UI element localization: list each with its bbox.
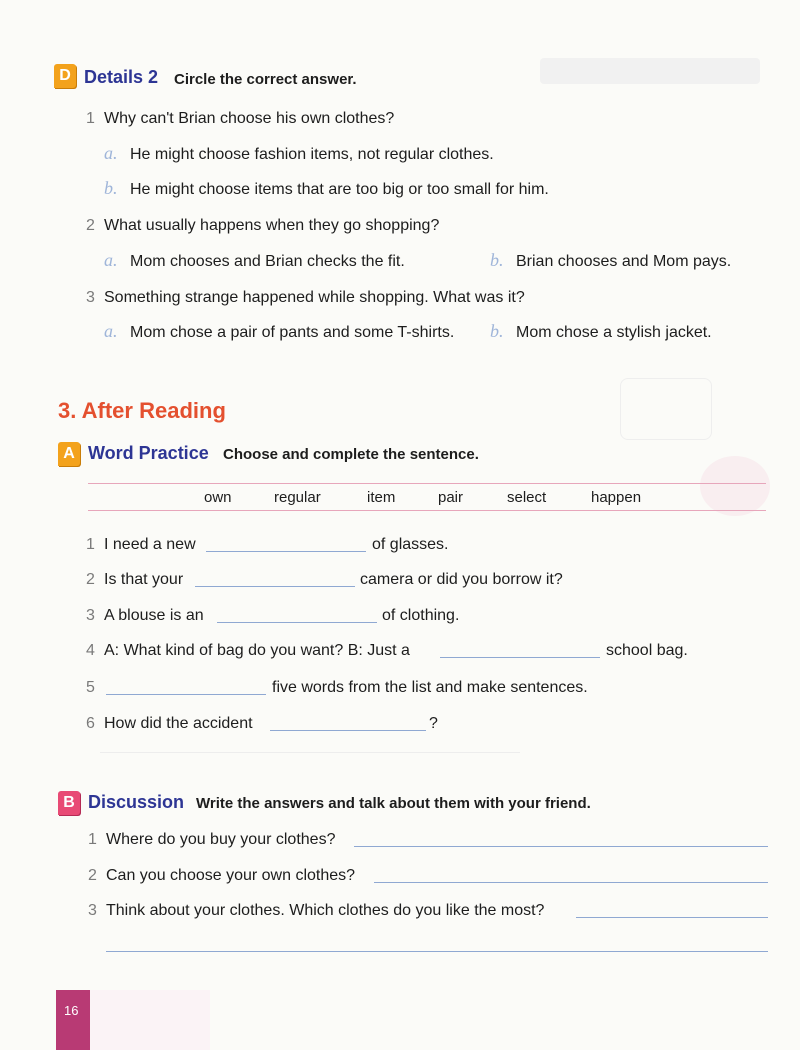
word-practice-title: Word Practice — [88, 443, 209, 463]
blank-field[interactable] — [270, 730, 426, 731]
question-text: What usually happens when they go shopping? — [104, 217, 440, 234]
bleed-through-shape — [620, 378, 712, 440]
discussion-instruction: Write the answers and talk about them with your friend. — [196, 795, 591, 812]
option-text[interactable]: Mom chooses and Brian checks the fit. — [130, 253, 405, 270]
sentence-text: school bag. — [606, 642, 688, 659]
blank-field[interactable] — [106, 694, 266, 695]
option-letter: b. — [104, 178, 118, 198]
sentence-text: of clothing. — [382, 607, 460, 624]
bleed-through-shape — [540, 58, 760, 84]
option-text[interactable]: He might choose fashion items, not regular clothes. — [130, 146, 494, 163]
option-letter: a. — [104, 321, 118, 341]
section-badge-d: D — [54, 64, 76, 88]
answer-line[interactable] — [374, 882, 768, 883]
question-text: Think about your clothes. Which clothes do you like the most? — [106, 902, 545, 919]
question-number: 1 — [86, 110, 95, 127]
option-letter: b. — [490, 321, 504, 341]
answer-line[interactable] — [106, 951, 768, 952]
page-number: 16 — [64, 1003, 79, 1018]
footer-tint — [90, 990, 210, 1050]
section-badge-b: B — [58, 791, 80, 815]
word-bank-item: own — [204, 489, 232, 506]
sentence-text: I need a new — [104, 536, 196, 553]
sentence-text: A blouse is an — [104, 607, 204, 624]
sentence-number: 2 — [86, 571, 95, 588]
option-letter: a. — [104, 250, 118, 270]
question-text: Something strange happened while shopping. What was it? — [104, 289, 525, 306]
sentence-number: 3 — [86, 607, 95, 624]
sentence-text: camera or did you borrow it? — [360, 571, 563, 588]
sentence-number: 5 — [86, 679, 95, 696]
page-number-bar — [56, 990, 90, 1050]
question-number: 1 — [88, 831, 97, 848]
word-bank-item: item — [367, 489, 396, 506]
blank-field[interactable] — [195, 586, 355, 587]
sentence-number: 6 — [86, 715, 95, 732]
answer-line[interactable] — [354, 846, 768, 847]
sentence-number: 4 — [86, 642, 95, 659]
question-number: 2 — [86, 217, 95, 234]
sentence-number: 1 — [86, 536, 95, 553]
word-bank-item: select — [507, 489, 547, 506]
blank-field[interactable] — [440, 657, 600, 658]
blank-field[interactable] — [217, 622, 377, 623]
question-number: 3 — [86, 289, 95, 306]
answer-line[interactable] — [576, 917, 768, 918]
section-badge-a: A — [58, 442, 80, 466]
bleed-through-shape — [100, 752, 520, 753]
word-practice-instruction: Choose and complete the sentence. — [223, 446, 479, 463]
word-bank-item: pair — [438, 489, 464, 506]
question-text: Where do you buy your clothes? — [106, 831, 336, 848]
word-bank — [88, 483, 766, 511]
blank-field[interactable] — [206, 551, 366, 552]
details2-title: Details 2 — [84, 67, 159, 87]
discussion-title: Discussion — [88, 792, 185, 812]
option-text[interactable]: Brian chooses and Mom pays. — [516, 253, 732, 270]
question-text: Can you choose your own clothes? — [106, 867, 356, 884]
option-text[interactable]: He might choose items that are too big or too small for him. — [130, 181, 549, 198]
sentence-text: of glasses. — [372, 536, 449, 553]
option-letter: a. — [104, 143, 118, 163]
sentence-text: A: What kind of bag do you want? B: Just a — [104, 642, 410, 659]
sentence-text: Is that your — [104, 571, 184, 588]
question-number: 3 — [88, 902, 97, 919]
sentence-text: How did the accident — [104, 715, 253, 732]
sentence-text: ? — [429, 715, 438, 732]
option-text[interactable]: Mom chose a pair of pants and some T-shirts. — [130, 324, 455, 341]
details2-instruction: Circle the correct answer. — [174, 71, 357, 88]
question-number: 2 — [88, 867, 97, 884]
word-bank-item: happen — [591, 489, 642, 506]
option-text[interactable]: Mom chose a stylish jacket. — [516, 324, 712, 341]
sentence-text: five words from the list and make sentences. — [272, 679, 588, 696]
word-bank-item: regular — [274, 489, 321, 506]
question-text: Why can't Brian choose his own clothes? — [104, 110, 395, 127]
after-reading-title: 3. After Reading — [58, 398, 226, 423]
option-letter: b. — [490, 250, 504, 270]
